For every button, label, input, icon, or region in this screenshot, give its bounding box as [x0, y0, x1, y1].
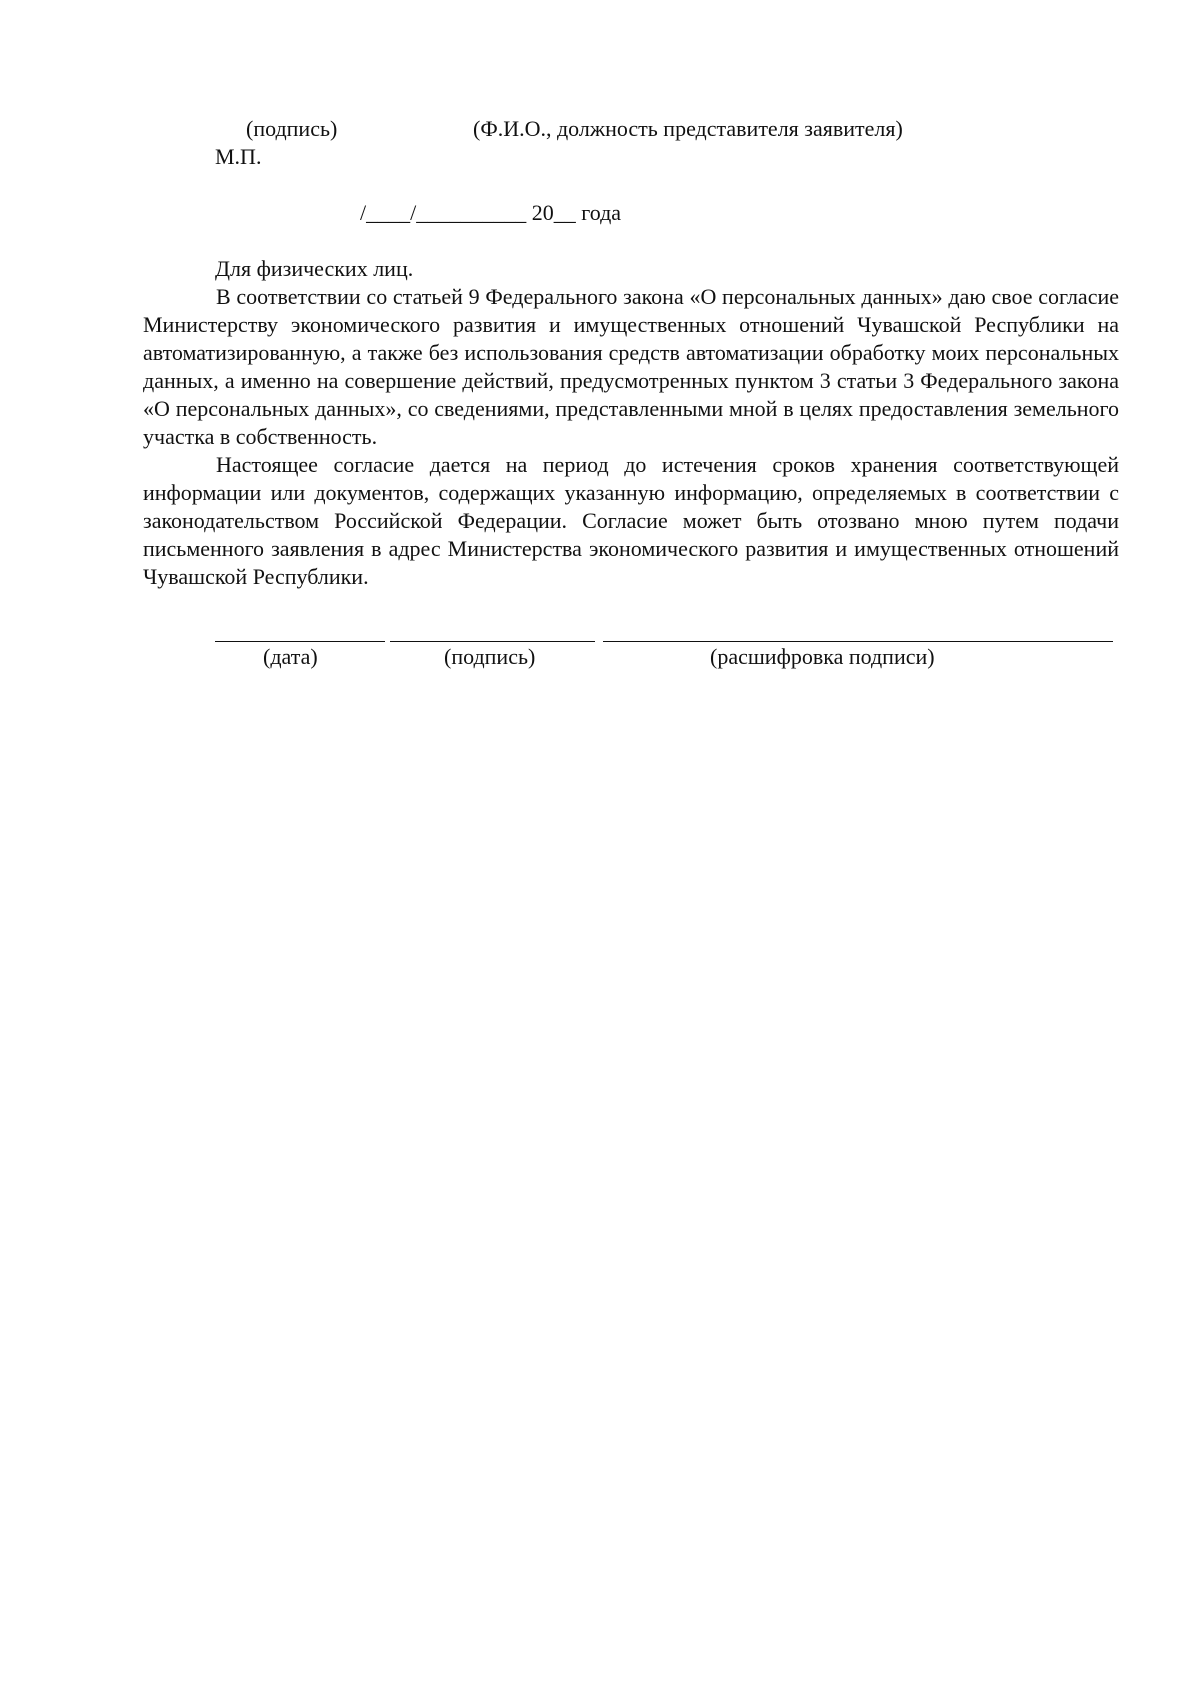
transcript-caption: (расшифровка подписи): [710, 644, 935, 669]
date-line: /____/__________ 20__ года: [360, 200, 622, 225]
seal-caption: М.П.: [215, 144, 262, 169]
date-caption: (дата): [263, 644, 318, 669]
signature-line: [390, 641, 595, 642]
individuals-heading: Для физических лиц.: [215, 256, 414, 281]
signature-caption: (подпись): [246, 116, 338, 141]
consent-paragraph-1: В соответствии со статьей 9 Федерального закона «О персональных данных» даю свое согласие Министерству экономического развития и имущественных отношений Чувашской Республики на автоматизированную, а также без использования средств автоматизации обработку моих персональных данных, а именно на совершение действий, предусмотренных пунктом 3 статьи 3 Федерального закона «О персональных данных», со сведениями, представленными мной в целях предоставления земельного участка в собственность.: [143, 284, 1119, 449]
bottom-signature-caption: (подпись): [444, 644, 536, 669]
consent-paragraph-2: Настоящее согласие дается на период до истечения сроков хранения соответствующей информации или документов, содержащих указанную информацию, определяемых в соответствии с законодательством Российской Федерации. Согласие может быть отозвано мною путем подачи письменного заявления в адрес Министерства экономического развития и имущественных отношений Чувашской Республики.: [143, 452, 1119, 589]
representative-caption: (Ф.И.О., должность представителя заявителя): [473, 116, 903, 141]
date-signature-line: [215, 641, 385, 642]
transcript-line: [603, 641, 1113, 642]
